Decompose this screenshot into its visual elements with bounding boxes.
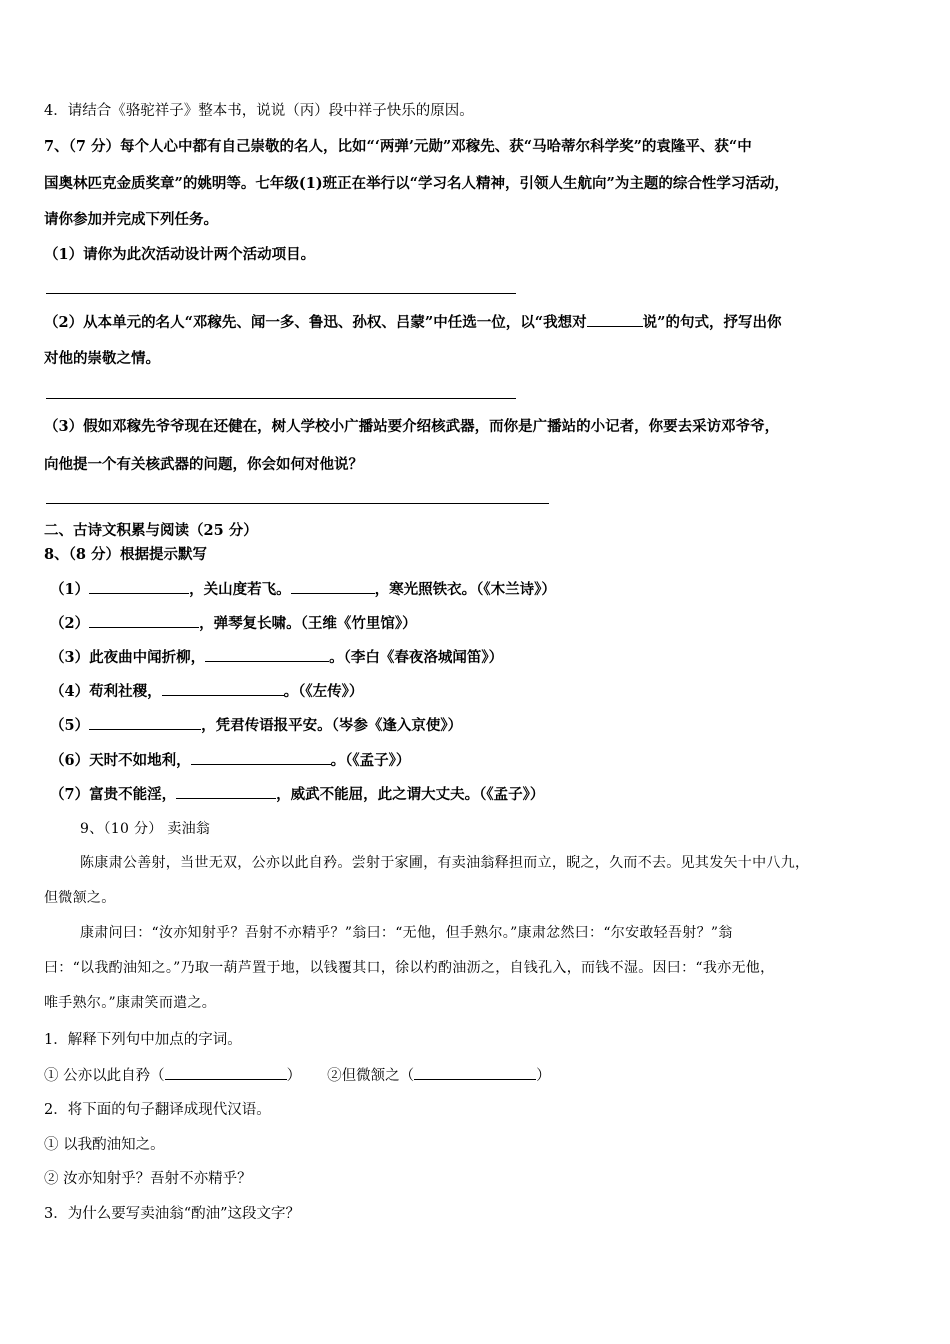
q7-task-3-line-2: 向他提一个有关核武器的问题，你会如何对他说？: [44, 456, 363, 473]
q9-sub-2: 2．将下面的句子翻译成现代汉语。: [44, 1102, 271, 1118]
q8-item-2-blank[interactable]: [89, 613, 199, 628]
q7-intro-line-3: 请你参加并完成下列任务。: [44, 211, 218, 228]
q7-task-1-answer-line[interactable]: [46, 293, 516, 294]
q7-intro-line-1: 7、（7 分）每个人心中都有自己崇敬的名人，比如“‘两弹’元勋”邓稼先、获“马哈蒂尔科学奖”的袁隆平、获“中: [44, 138, 752, 155]
q8-item-7-blank[interactable]: [176, 784, 276, 799]
q8-item-2-text: ，弹琴复长啸。（王维《竹里馆》）: [199, 615, 417, 632]
q8-item-3-blank[interactable]: [205, 647, 329, 662]
q8-item-7-text-a: （7）富贵不能淫，: [50, 786, 177, 803]
q9-sub-1-b: ②但微颔之（: [327, 1068, 415, 1084]
q8-title: 8、（8 分）根据提示默写: [44, 546, 207, 563]
q7-task-2-text-a: （2）从本单元的名人“邓稼先、闻一多、鲁迅、孙权、吕蒙”中任选一位，以“我想对: [44, 314, 587, 331]
q8-item-3: [50, 647, 503, 668]
q9-sub-1-a: ① 公亦以此自矜（: [44, 1068, 165, 1084]
q9-passage-p2-line-3: 唯手熟尔。”康肃笑而遣之。: [44, 995, 217, 1011]
q9-sub-1-a-end: ）: [286, 1068, 302, 1084]
q9-sub-1: 1．解释下列句中加点的字词。: [44, 1032, 242, 1048]
q8-item-1-num: （1）: [50, 581, 90, 598]
q7-intro-line-2: 国奥林匹克金质奖章”的姚明等。七年级(1)班正在举行以“学习名人精神，引领人生航向”为主题的综合性学习活动，: [44, 175, 789, 192]
q8-item-1-blank-2[interactable]: [291, 579, 375, 594]
q8-item-2: [50, 613, 417, 634]
q8-item-4-text-b: 。（《左传》）: [283, 683, 364, 700]
section-2-heading: 二、古诗文积累与阅读（25 分）: [44, 522, 258, 539]
q9-title: 9、（10 分） 卖油翁: [80, 821, 211, 837]
q8-item-1: [50, 579, 556, 600]
q8-item-5-blank[interactable]: [89, 715, 201, 730]
q9-sub-1-b-blank[interactable]: [414, 1065, 536, 1080]
q8-item-4-text-a: （4）苟利社稷，: [50, 683, 162, 700]
q9-passage-p2-line-1: 康肃问曰：“汝亦知射乎？吾射不亦精乎？”翁曰：“无他，但手熟尔。”康肃忿然曰：“尔安敢轻吾射？”翁: [80, 925, 733, 941]
q8-item-5: [50, 715, 462, 736]
q8-item-4-blank[interactable]: [162, 681, 284, 696]
q8-item-6: [50, 750, 410, 771]
q7-task-2-line-1: [44, 312, 781, 333]
q7-task-2-text-b: 说”的句式，抒写出你: [642, 314, 782, 331]
q8-item-6-blank[interactable]: [191, 750, 331, 765]
q8-item-3-text-a: （3）此夜曲中闻折柳，: [50, 649, 206, 666]
q8-item-7-text-b: ，威武不能屈，此之谓大丈夫。（《孟子》）: [276, 786, 545, 803]
q7-task-2-line-2: 对他的崇敬之情。: [44, 350, 160, 367]
q8-item-4: [50, 681, 363, 702]
q8-item-3-text-b: 。（李白《春夜洛城闻笛》）: [329, 649, 504, 666]
q9-passage-p1-line-2: 但微颔之。: [44, 890, 116, 906]
q8-item-1-blank-1[interactable]: [89, 579, 189, 594]
q7-task-2-answer-line[interactable]: [46, 398, 516, 399]
q8-item-5-num: （5）: [50, 717, 90, 734]
q8-item-7: [50, 784, 544, 805]
q8-item-6-text-a: （6）天时不如地利，: [50, 752, 191, 769]
q7-task-2-blank[interactable]: [587, 312, 643, 327]
q9-sub-1-b-end: ）: [536, 1068, 551, 1084]
q9-sub-1-a-blank[interactable]: [165, 1065, 287, 1080]
q7-task-3-line-1: （3）假如邓稼先爷爷现在还健在，树人学校小广播站要介绍核武器，而你是广播站的小记者，你要去采访邓爷爷，: [44, 418, 780, 435]
q7-task-1: （1）请你为此次活动设计两个活动项目。: [44, 246, 316, 263]
q9-passage-p1-line-1: 陈康肃公善射，当世无双，公亦以此自矜。尝射于家圃，有卖油翁释担而立，睨之，久而不去。见其发矢十中八九，: [80, 855, 810, 871]
q9-sub-1-items: [44, 1065, 551, 1086]
q4-prompt: 4．请结合《骆驼祥子》整本书，说说（丙）段中祥子快乐的原因。: [44, 103, 474, 119]
q9-passage-p2-line-2: 曰：“以我酌油知之。”乃取一葫芦置于地，以钱覆其口，徐以杓酌油沥之，自钱孔入，而钱不湿。因曰：“我亦无他，: [44, 960, 775, 976]
q7-task-3-answer-line[interactable]: [46, 503, 549, 504]
q9-sub-2-b: ② 汝亦知射乎？吾射不亦精乎？: [44, 1171, 252, 1187]
q8-item-1-text-1: ，关山度若飞。: [189, 581, 291, 598]
q9-sub-2-a: ① 以我酌油知之。: [44, 1137, 165, 1153]
q8-item-6-text-b: 。（《孟子》）: [330, 752, 411, 769]
q9-sub-3: 3．为什么要写卖油翁“酌油”这段文字？: [44, 1206, 301, 1222]
q8-item-1-text-2: ，寒光照铁衣。（《木兰诗》）: [374, 581, 556, 598]
q8-item-5-text: ，凭君传语报平安。（岑参《逢入京使》）: [201, 717, 463, 734]
q8-item-2-num: （2）: [50, 615, 90, 632]
